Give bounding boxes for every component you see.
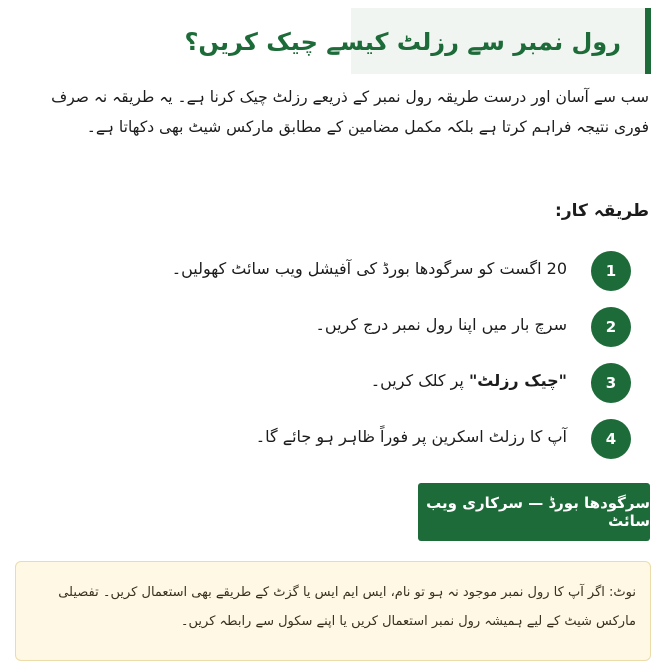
- step-number-badge: 2: [591, 307, 631, 347]
- step-number-badge: 1: [591, 251, 631, 291]
- step-text: 20 اگست کو سرگودھا بورڈ کی آفیشل ویب سائٹ کھولیں۔: [171, 259, 567, 278]
- step-item: [71, 304, 631, 358]
- step-item: [71, 416, 631, 470]
- step-number-badge: 3: [591, 363, 631, 403]
- step-text: سرچ بار میں اپنا رول نمبر درج کریں۔: [315, 315, 567, 334]
- step-text-rest: پر کلک کریں۔: [370, 371, 469, 390]
- step-number-badge: 4: [591, 419, 631, 459]
- section-title: رول نمبر سے رزلٹ کیسے چیک کریں؟: [184, 28, 621, 56]
- note-box: نوٹ: اگر آپ کا رول نمبر موجود نہ ہو تو نام، ایس ایم ایس یا گزٹ کے طریقے بھی استعمال کریں۔ تفصیلی مارکس شیٹ کے لیے ہمیشہ رول نمبر استعمال کریں یا اپنے سکول سے رابطہ کریں۔: [15, 561, 651, 661]
- step-bold-label: "چیک رزلٹ": [468, 371, 567, 390]
- step-text: آپ کا رزلٹ اسکرین پر فوراً ظاہر ہو جائے گا۔: [255, 427, 567, 446]
- section-title-box: [184, 8, 651, 74]
- intro-paragraph: سب سے آسان اور درست طریقہ رول نمبر کے ذریعے رزلٹ چیک کرنا ہے۔ یہ طریقہ نہ صرف فوری نتیجہ فراہم کرتا ہے بلکہ مکمل مضامین کے مطابق مارکس شیٹ بھی دکھاتا ہے۔: [51, 88, 649, 136]
- method-heading: طریقہ کار:: [555, 201, 649, 221]
- step-text: [371, 371, 567, 390]
- steps-list: [71, 248, 631, 472]
- official-website-button[interactable]: سرگودھا بورڈ — سرکاری ویب سائٹ: [418, 483, 650, 541]
- step-item: [71, 360, 631, 414]
- step-item: [71, 248, 631, 302]
